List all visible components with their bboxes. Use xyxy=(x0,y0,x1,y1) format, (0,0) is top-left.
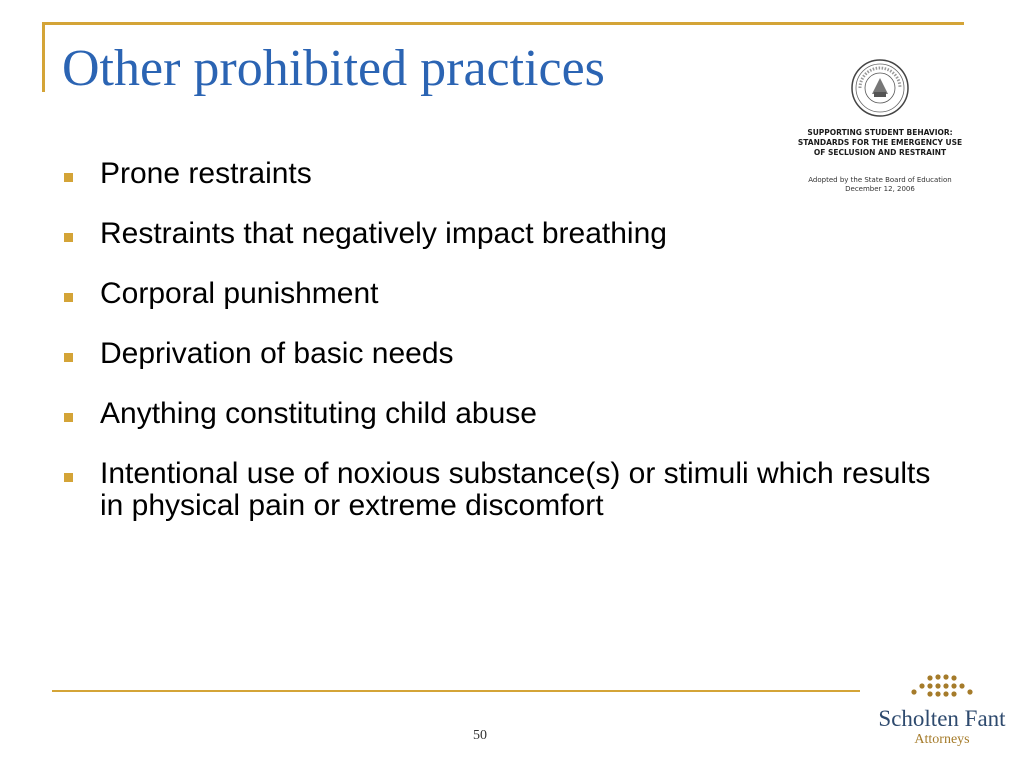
bullet-item: Prone restraints xyxy=(62,158,962,190)
logo-name: Scholten Fant xyxy=(878,706,1006,731)
bullet-square-icon xyxy=(64,353,73,362)
logo-subtitle: Attorneys xyxy=(914,732,970,747)
bullet-square-icon xyxy=(64,293,73,302)
slide-title: Other prohibited practices xyxy=(62,40,605,97)
firm-logo xyxy=(862,672,1022,768)
bullet-square-icon xyxy=(64,173,73,182)
footer-rule xyxy=(52,690,860,692)
bullet-square-icon xyxy=(64,233,73,242)
bullet-square-icon xyxy=(64,473,73,482)
document-heading: SUPPORTING STUDENT BEHAVIOR: STANDARDS FOR THE EMERGENCY USE OF SECLUSION AND RESTRAINT xyxy=(797,128,963,157)
frame-accent-top xyxy=(42,22,964,25)
state-seal-icon xyxy=(850,58,910,118)
bullet-item: Deprivation of basic needs xyxy=(62,338,962,370)
document-cover-inset xyxy=(790,58,970,208)
bullet-item: Intentional use of noxious substance(s) or stimuli which results in physical pain or extreme discomfort xyxy=(62,458,962,522)
frame-accent-left xyxy=(42,22,45,92)
bullet-item: Restraints that negatively impact breathing xyxy=(62,218,962,250)
bullet-item: Corporal punishment xyxy=(62,278,962,310)
logo-dots-icon xyxy=(900,672,984,702)
bullet-item: Anything constituting child abuse xyxy=(62,398,962,430)
document-adoption-note: Adopted by the State Board of Education December 12, 2006 xyxy=(808,176,952,193)
bullet-square-icon xyxy=(64,413,73,422)
bullet-list xyxy=(62,158,962,550)
page-number: 50 xyxy=(473,728,487,743)
